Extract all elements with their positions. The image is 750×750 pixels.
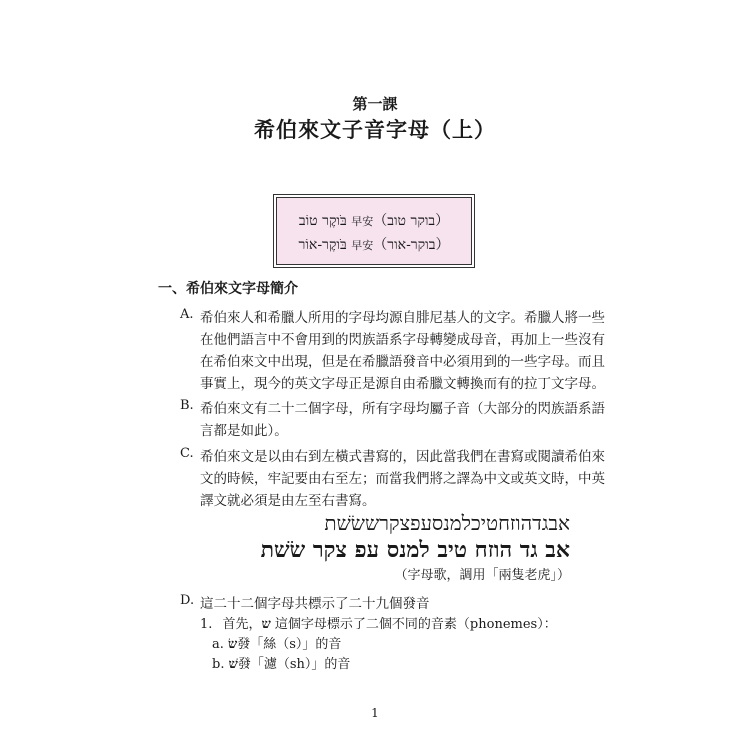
sub-list-label: a. (212, 637, 224, 652)
sub-list-label: b. (212, 657, 225, 672)
list-item (200, 613, 557, 632)
paragraph-label: C. (180, 446, 194, 461)
sub-list-text: 發「絲（s）」的音 (237, 637, 342, 652)
greeting-hebrew: בֹּוקֶר טוֹב (298, 213, 347, 229)
paragraph-line: 在他們語言中不會用到的閃族語系字母轉變成母音，再加上一些沒有 (200, 332, 605, 348)
greeting-hebrew: בֹּוקֶר-אוֹר (298, 237, 347, 253)
sub-list-text: 發「濾（sh）」的音 (237, 657, 351, 672)
greeting-meaning: 早安 (351, 215, 374, 228)
paragraph-line: 言都是如此）。 (200, 423, 288, 439)
alphabet-song-line: אב גד הוזח טיב למנס עפ צקר שׂשׁת (260, 537, 570, 563)
paragraph-line: 這二十二個字母共標示了二十九個發音 (200, 596, 430, 612)
greeting-box (276, 197, 472, 265)
paragraph-line: 在希伯來文中出現，但是在希臘語發音中必須用到的一些字母。而且 (200, 354, 605, 370)
paragraph-label: A. (180, 307, 194, 322)
list-item-label: 1. (200, 617, 213, 632)
greeting-plain: （בוקר טוב） (373, 213, 450, 229)
alphabet-line: אבגדהוזחטיכלמנסעפצקרששׂשׁת (324, 511, 570, 535)
paragraph-line: 希伯來文是以由右到左橫式書寫的，因此當我們在書寫或閱讀希伯來 (200, 449, 605, 465)
sub-list-item (212, 653, 350, 672)
paragraph-line: 文的時候，牢記要由右至左；而當我們將之譯為中文或英文時，中英 (200, 471, 605, 487)
list-item-text: 這個字母標示了二個不同的音素（phonemes）： (274, 617, 557, 632)
page-number: 1 (371, 706, 379, 720)
greeting-meaning: 早安 (351, 239, 374, 252)
song-note: （字母歌，調用「兩隻老虎」） (394, 568, 570, 583)
greeting-plain: （בוקר-אור） (373, 237, 450, 253)
lesson-number: 第一課 (352, 95, 398, 113)
greeting-line (277, 210, 471, 230)
paragraph-label: D. (180, 593, 195, 608)
paragraph-line: 希伯來人和希臘人所用的字母均源自腓尼基人的文字。希臘人將一些 (200, 310, 605, 326)
paragraph-line: 希伯來文有二十二個字母，所有字母均屬子音（大部分的閃族語系語 (200, 401, 605, 417)
list-item-prefix: 首先， (222, 617, 262, 632)
paragraph-label: B. (180, 398, 194, 413)
section-heading: 一、希伯來文字母簡介 (158, 281, 298, 297)
paragraph-line: 事實上，現今的英文字母正是源自由希臘文轉換而有的拉丁文字母。 (200, 376, 605, 392)
hebrew-letter: ש (261, 617, 271, 632)
greeting-line (277, 234, 471, 254)
lesson-title: 希伯來文子音字母（上） (254, 117, 496, 142)
hebrew-letter: שׂ (228, 637, 238, 652)
hebrew-letter: שׁ (228, 657, 238, 672)
paragraph-line: 譯文就必須是由左至右書寫。 (200, 493, 376, 509)
sub-list-item (212, 633, 341, 652)
